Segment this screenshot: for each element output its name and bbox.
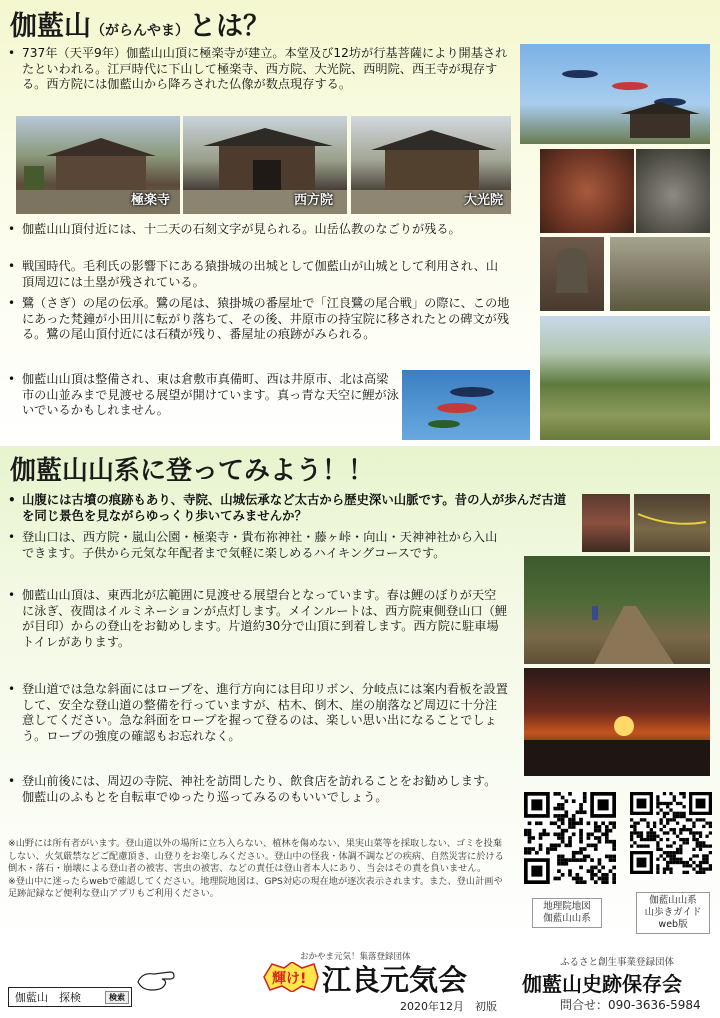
temple-photo-gokurakuji: 極楽寺	[16, 116, 180, 214]
temple-photo-saihoin: 西方院	[183, 116, 347, 214]
stone-wall-photo	[610, 237, 710, 311]
section-about-title: 伽藍山（がらんやま）とは？	[10, 11, 270, 42]
search-button[interactable]: 検索	[105, 991, 129, 1004]
qr-web-label: 伽藍山山系 山歩きガイド web版	[636, 892, 710, 934]
koinobori-sky-photo	[402, 370, 530, 440]
list-item: • 登山前後には、周辺の寺院、神社を訪問したり、飲食店を訪れることをお勧めします。伽藍山のふもとを自転車でゆったり巡ってみるのもいいでしょう。	[8, 774, 497, 804]
rope-trail-photo	[634, 494, 710, 552]
forest-trail-photo	[524, 556, 710, 664]
list-item: • 伽藍山山頂は整備され、東は倉敷市真備町、西は井原市、北は高梁市の山並みまで見渡せる展望が開けています。真っ青な天空に鯉が泳いでいるかもしれません。	[8, 372, 399, 417]
society-tagline: ふるさと創生事業登録団体	[560, 957, 675, 968]
qr-code-web-guide[interactable]	[630, 792, 712, 878]
temple-bell-photo	[540, 237, 604, 311]
qr-code-map[interactable]	[524, 792, 616, 884]
list-item: • 登山口は、西方院・嵐山公園・極楽寺・貴布祢神社・藤ヶ峠・向山・天神神社から入山できます。子供から元気な年配者まで気軽に楽しめるハイキングコースです。	[8, 530, 498, 560]
lead-text: • 山腹には古墳の痕跡もあり、寺院、山城伝承など太古から歴史深い山脈です。昔の人が歩んだ古道を同じ景色を見ながらゆっくり歩いてみませんか？	[8, 492, 567, 523]
org-tagline: おかやま元気！集落登録団体	[300, 952, 411, 962]
stone-monument-photo	[636, 149, 710, 233]
search-query: 伽藍山 探検	[15, 991, 81, 1004]
list-item: • 鷺（さぎ）の尾の伝承。鷺の尾は、猿掛城の番屋址で「江良鷺の尾合戦」の際に、この地にあった梵鐘が小田川に転がり落ちて、その後、井原市の持宝院に移されたとの碑文が残る。鷺の尾山頂付近には石積が残り、番屋址の痕跡がみられる。	[8, 296, 510, 341]
summit-koinobori-photo	[520, 44, 710, 144]
ribbon-marker-photo	[582, 494, 630, 552]
shine-badge: 輝け!	[262, 962, 320, 992]
search-box[interactable]	[8, 987, 132, 1007]
panoramic-view-photo	[540, 316, 710, 440]
list-item: • 伽藍山山頂付近には、十二天の石刻文字が見られる。山岳仏教のなごりが残る。	[8, 222, 461, 236]
qr-map-label: 地理院地図 伽藍山山系	[532, 898, 602, 928]
stone-inscription-photo	[540, 149, 634, 233]
list-item: • 登山道では急な斜面にはロープを、進行方向には目印リボン、分岐点には案内看板を設置して、安全な登山道の整備を行っていますが、枯木、倒木、崖の崩落など周辺に十分注意してください。急な斜面をロープを握って登るのは、楽しい思い出になることでしょう。ロープの強度の確認もお忘れなく。	[8, 682, 508, 743]
list-item: • 戦国時代。毛利氏の影響下にある猿掛城の出城として伽藍山が山城として利用され、山頂周辺には土塁が残されている。	[8, 259, 499, 289]
list-item: • 737年（天平9年）伽藍山山頂に極楽寺が建立。本堂及び12坊が行基菩薩により開基されたといわれる。江戸時代に下山して極楽寺、西方院、大光院、西明院、西王寺が現存する。西方院には伽藍山から降ろされた仏像が数点現存する。	[8, 46, 508, 91]
temple-photo-daikoin: 大光院	[351, 116, 511, 214]
pointing-hand-icon	[134, 962, 176, 994]
society-name: 伽藍山史跡保存会	[522, 972, 682, 996]
disclaimer-notes: ※山野には所有者がいます。登山道以外の場所に立ち入らない、植林を傷めない、果実山菜等を採取しない、ゴミを投棄しない、火気厳禁などご配慮頂き、山登りをお楽しみください。登山中の怪我・体調不調などの疾病、自然災害に於ける倒木・落石・崩壊による登山者の被害、害虫の被害、などの責任は登山者本人にあり、当会はその責を負いません。 ※登山中に迷ったらwebで確認してください。地理院地図は、GPS対応の現在地が逐次表示されます。また、登山計画や足跡記録など便利な登山アプリもご利用ください。	[8, 838, 504, 899]
list-item: • 伽藍山山頂は、東西北が広範囲に見渡せる展望台となっています。春は鯉のぼりが天空に泳ぎ、夜間はイルミネーションが点灯します。メインルートは、西方院東側登山口（鯉が目印）からの登山をお勧めします。片道約30分で山頂に到着します。西方院に駐車場トイレがあります。	[8, 588, 507, 649]
sunrise-photo	[524, 668, 710, 776]
contact-phone: 問合せ：090-3636-5984	[560, 998, 701, 1012]
edition-text: 2020年12月 初版	[400, 1000, 497, 1013]
section-hiking-title: 伽藍山山系に登ってみよう！！	[10, 456, 375, 486]
org-name: 江良元気会	[322, 963, 468, 997]
